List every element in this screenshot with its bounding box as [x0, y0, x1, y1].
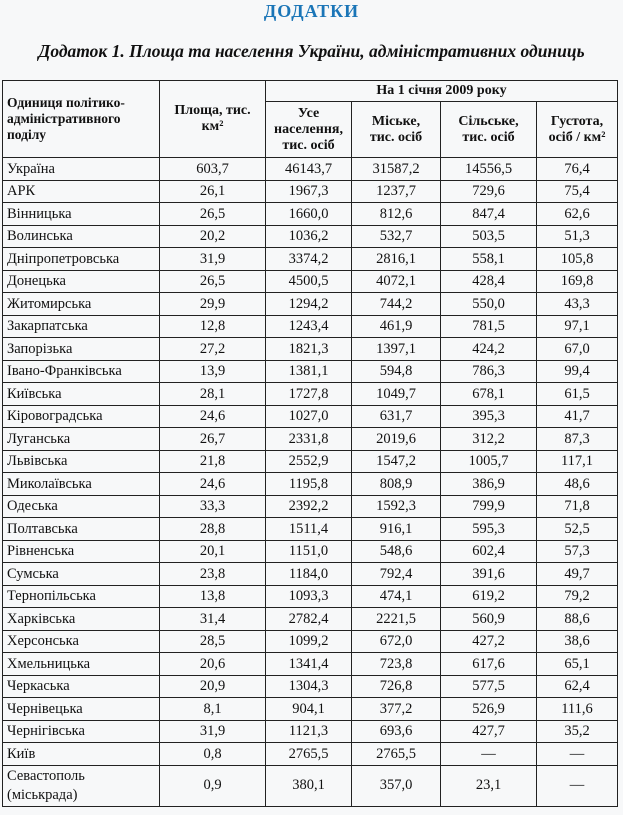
- cell-area: 31,9: [160, 248, 266, 271]
- cell-rural: 602,4: [441, 540, 537, 563]
- cell-rural: 526,9: [441, 698, 537, 721]
- table-row: [3, 315, 618, 338]
- cell-density: 43,3: [537, 293, 618, 316]
- cell-density: 38,6: [537, 630, 618, 653]
- cell-density: 49,7: [537, 563, 618, 586]
- cell-total: 2552,9: [266, 450, 352, 473]
- cell-rural: 428,4: [441, 270, 537, 293]
- cell-rural: 619,2: [441, 585, 537, 608]
- cell-area: 0,8: [160, 743, 266, 766]
- cell-urban: 548,6: [352, 540, 441, 563]
- cell-urban: 726,8: [352, 675, 441, 698]
- col-group-header-date: На 1 січня 2009 року: [266, 81, 618, 102]
- cell-total: 46143,7: [266, 158, 352, 181]
- cell-density: 99,4: [537, 360, 618, 383]
- table-row: [3, 383, 618, 406]
- cell-urban: 808,9: [352, 473, 441, 496]
- cell-area: 20,9: [160, 675, 266, 698]
- cell-rural: 503,5: [441, 225, 537, 248]
- table-row: [3, 608, 618, 631]
- cell-unit-line: (міськрада): [7, 786, 78, 803]
- cell-density: 105,8: [537, 248, 618, 271]
- cell-urban: 744,2: [352, 293, 441, 316]
- cell-unit: Україна: [3, 158, 160, 181]
- cell-area: 20,6: [160, 653, 266, 676]
- cell-density: 52,5: [537, 518, 618, 541]
- cell-total: 1341,4: [266, 653, 352, 676]
- cell-total: 1093,3: [266, 585, 352, 608]
- table-row: [3, 585, 618, 608]
- cell-total: 1381,1: [266, 360, 352, 383]
- cell-rural: 427,7: [441, 720, 537, 743]
- cell-total: 1967,3: [266, 180, 352, 203]
- cell-area: 26,7: [160, 428, 266, 451]
- cell-area: 23,8: [160, 563, 266, 586]
- table-row: [3, 405, 618, 428]
- cell-urban: 631,7: [352, 405, 441, 428]
- cell-area: 27,2: [160, 338, 266, 361]
- table-row: [3, 338, 618, 361]
- cell-total: 2782,4: [266, 608, 352, 631]
- cell-unit: Запорізька: [3, 338, 160, 361]
- cell-unit: Київська: [3, 383, 160, 406]
- cell-total: 380,1: [266, 765, 352, 806]
- cell-urban: 594,8: [352, 360, 441, 383]
- cell-unit: Чернігівська: [3, 720, 160, 743]
- cell-rural: 427,2: [441, 630, 537, 653]
- cell-total: 1184,0: [266, 563, 352, 586]
- table-row: [3, 765, 618, 806]
- cell-density: 71,8: [537, 495, 618, 518]
- cell-total: 1511,4: [266, 518, 352, 541]
- cell-unit: Полтавська: [3, 518, 160, 541]
- table-row: [3, 428, 618, 451]
- col-header-area: Площа, тис. км²: [160, 81, 266, 158]
- col-header-density: Густота, осіб / км²: [537, 102, 618, 158]
- cell-unit: Житомирська: [3, 293, 160, 316]
- cell-urban: 1049,7: [352, 383, 441, 406]
- cell-urban: 792,4: [352, 563, 441, 586]
- cell-area: 13,8: [160, 585, 266, 608]
- cell-urban: 532,7: [352, 225, 441, 248]
- cell-density: 79,2: [537, 585, 618, 608]
- cell-unit: [3, 765, 160, 806]
- cell-rural: —: [441, 743, 537, 766]
- cell-unit: Хмельницька: [3, 653, 160, 676]
- cell-total: 1727,8: [266, 383, 352, 406]
- cell-density: 61,5: [537, 383, 618, 406]
- cell-unit: Чернівецька: [3, 698, 160, 721]
- cell-rural: 395,3: [441, 405, 537, 428]
- appendix-title: Додаток 1. Площа та населення України, адміністративних одиниць: [38, 41, 585, 61]
- cell-unit-line: Севастополь: [7, 767, 85, 784]
- cell-unit: Сумська: [3, 563, 160, 586]
- cell-urban: 4072,1: [352, 270, 441, 293]
- table-row: [3, 630, 618, 653]
- cell-urban: 812,6: [352, 203, 441, 226]
- col-header-urban: Міське, тис. осіб: [352, 102, 441, 158]
- cell-area: 24,6: [160, 473, 266, 496]
- cell-total: 3374,2: [266, 248, 352, 271]
- cell-urban: 377,2: [352, 698, 441, 721]
- cell-unit: Вінницька: [3, 203, 160, 226]
- cell-unit: Івано-Франківська: [3, 360, 160, 383]
- cell-urban: 693,6: [352, 720, 441, 743]
- cell-total: 1243,4: [266, 315, 352, 338]
- cell-density: 75,4: [537, 180, 618, 203]
- table-row: [3, 540, 618, 563]
- cell-density: 76,4: [537, 158, 618, 181]
- cell-area: 26,5: [160, 270, 266, 293]
- cell-unit: АРК: [3, 180, 160, 203]
- table-row: [3, 698, 618, 721]
- cell-area: 21,8: [160, 450, 266, 473]
- cell-area: 603,7: [160, 158, 266, 181]
- table-row: [3, 180, 618, 203]
- cell-rural: 729,6: [441, 180, 537, 203]
- cell-density: 62,4: [537, 675, 618, 698]
- cell-rural: 424,2: [441, 338, 537, 361]
- table-row: [3, 743, 618, 766]
- cell-total: 1821,3: [266, 338, 352, 361]
- cell-density: 169,8: [537, 270, 618, 293]
- cell-total: 2392,2: [266, 495, 352, 518]
- cell-area: 20,2: [160, 225, 266, 248]
- cell-urban: 2816,1: [352, 248, 441, 271]
- cell-area: 33,3: [160, 495, 266, 518]
- table-row: [3, 518, 618, 541]
- cell-total: 1036,2: [266, 225, 352, 248]
- cell-density: 62,6: [537, 203, 618, 226]
- page-header: ДОДАТКИ: [263, 1, 360, 21]
- cell-urban: 1547,2: [352, 450, 441, 473]
- cell-area: 28,8: [160, 518, 266, 541]
- cell-area: 28,5: [160, 630, 266, 653]
- cell-rural: 1005,7: [441, 450, 537, 473]
- cell-rural: 550,0: [441, 293, 537, 316]
- cell-total: 1304,3: [266, 675, 352, 698]
- cell-area: 31,4: [160, 608, 266, 631]
- cell-unit: Донецька: [3, 270, 160, 293]
- cell-rural: 391,6: [441, 563, 537, 586]
- cell-rural: 781,5: [441, 315, 537, 338]
- cell-rural: 847,4: [441, 203, 537, 226]
- cell-total: 2765,5: [266, 743, 352, 766]
- cell-total: 1121,3: [266, 720, 352, 743]
- cell-urban: 916,1: [352, 518, 441, 541]
- cell-density: 51,3: [537, 225, 618, 248]
- table-row: [3, 293, 618, 316]
- cell-area: 13,9: [160, 360, 266, 383]
- cell-rural: 23,1: [441, 765, 537, 806]
- cell-unit: Дніпропетровська: [3, 248, 160, 271]
- table-row: [3, 495, 618, 518]
- cell-unit: Тернопільська: [3, 585, 160, 608]
- cell-area: 12,8: [160, 315, 266, 338]
- table-row: [3, 360, 618, 383]
- cell-unit: Миколаївська: [3, 473, 160, 496]
- cell-rural: 786,3: [441, 360, 537, 383]
- table-row: [3, 158, 618, 181]
- cell-area: 8,1: [160, 698, 266, 721]
- cell-urban: 2019,6: [352, 428, 441, 451]
- table-row: [3, 270, 618, 293]
- cell-unit: Рівненська: [3, 540, 160, 563]
- cell-unit: Луганська: [3, 428, 160, 451]
- cell-density: 48,6: [537, 473, 618, 496]
- cell-area: 29,9: [160, 293, 266, 316]
- cell-density: 65,1: [537, 653, 618, 676]
- cell-total: 1151,0: [266, 540, 352, 563]
- population-table: [2, 80, 618, 807]
- cell-rural: 678,1: [441, 383, 537, 406]
- cell-density: 88,6: [537, 608, 618, 631]
- cell-rural: 595,3: [441, 518, 537, 541]
- table-body: [3, 158, 618, 807]
- cell-rural: 386,9: [441, 473, 537, 496]
- cell-total: 904,1: [266, 698, 352, 721]
- cell-unit: Львівська: [3, 450, 160, 473]
- cell-total: 1294,2: [266, 293, 352, 316]
- cell-urban: 1237,7: [352, 180, 441, 203]
- col-header-rural: Сільське, тис. осіб: [441, 102, 537, 158]
- cell-urban: 2765,5: [352, 743, 441, 766]
- cell-total: 1660,0: [266, 203, 352, 226]
- cell-unit: Закарпатська: [3, 315, 160, 338]
- cell-urban: 1397,1: [352, 338, 441, 361]
- cell-density: 111,6: [537, 698, 618, 721]
- cell-rural: 312,2: [441, 428, 537, 451]
- cell-urban: 357,0: [352, 765, 441, 806]
- cell-density: 41,7: [537, 405, 618, 428]
- cell-density: 67,0: [537, 338, 618, 361]
- cell-unit: Харківська: [3, 608, 160, 631]
- table-row: [3, 563, 618, 586]
- cell-total: 1027,0: [266, 405, 352, 428]
- cell-rural: 617,6: [441, 653, 537, 676]
- table-row: [3, 450, 618, 473]
- cell-urban: 31587,2: [352, 158, 441, 181]
- cell-density: 97,1: [537, 315, 618, 338]
- cell-density: 57,3: [537, 540, 618, 563]
- cell-unit: Волинська: [3, 225, 160, 248]
- cell-total: 1099,2: [266, 630, 352, 653]
- cell-unit: Кіровоградська: [3, 405, 160, 428]
- table-row: [3, 248, 618, 271]
- cell-area: 28,1: [160, 383, 266, 406]
- cell-total: 1195,8: [266, 473, 352, 496]
- cell-total: 4500,5: [266, 270, 352, 293]
- cell-density: 35,2: [537, 720, 618, 743]
- cell-unit: Херсонська: [3, 630, 160, 653]
- cell-density: —: [537, 743, 618, 766]
- cell-rural: 577,5: [441, 675, 537, 698]
- table-row: [3, 203, 618, 226]
- cell-density: 87,3: [537, 428, 618, 451]
- cell-area: 31,9: [160, 720, 266, 743]
- cell-area: 26,1: [160, 180, 266, 203]
- cell-area: 20,1: [160, 540, 266, 563]
- cell-urban: 672,0: [352, 630, 441, 653]
- cell-unit: Одеська: [3, 495, 160, 518]
- col-header-total: Усе населення, тис. осіб: [266, 102, 352, 158]
- table-row: [3, 720, 618, 743]
- cell-unit: Київ: [3, 743, 160, 766]
- col-header-unit: Одиниця політико-адміністративного поділу: [3, 81, 160, 158]
- cell-urban: 2221,5: [352, 608, 441, 631]
- table-row: [3, 675, 618, 698]
- table-row: [3, 653, 618, 676]
- cell-density: —: [537, 765, 618, 806]
- cell-urban: 723,8: [352, 653, 441, 676]
- cell-total: 2331,8: [266, 428, 352, 451]
- cell-urban: 461,9: [352, 315, 441, 338]
- cell-area: 0,9: [160, 765, 266, 806]
- cell-rural: 799,9: [441, 495, 537, 518]
- cell-area: 26,5: [160, 203, 266, 226]
- cell-rural: 14556,5: [441, 158, 537, 181]
- cell-urban: 1592,3: [352, 495, 441, 518]
- cell-rural: 560,9: [441, 608, 537, 631]
- cell-urban: 474,1: [352, 585, 441, 608]
- cell-unit: Черкаська: [3, 675, 160, 698]
- cell-density: 117,1: [537, 450, 618, 473]
- cell-area: 24,6: [160, 405, 266, 428]
- cell-rural: 558,1: [441, 248, 537, 271]
- table-row: [3, 225, 618, 248]
- table-row: [3, 473, 618, 496]
